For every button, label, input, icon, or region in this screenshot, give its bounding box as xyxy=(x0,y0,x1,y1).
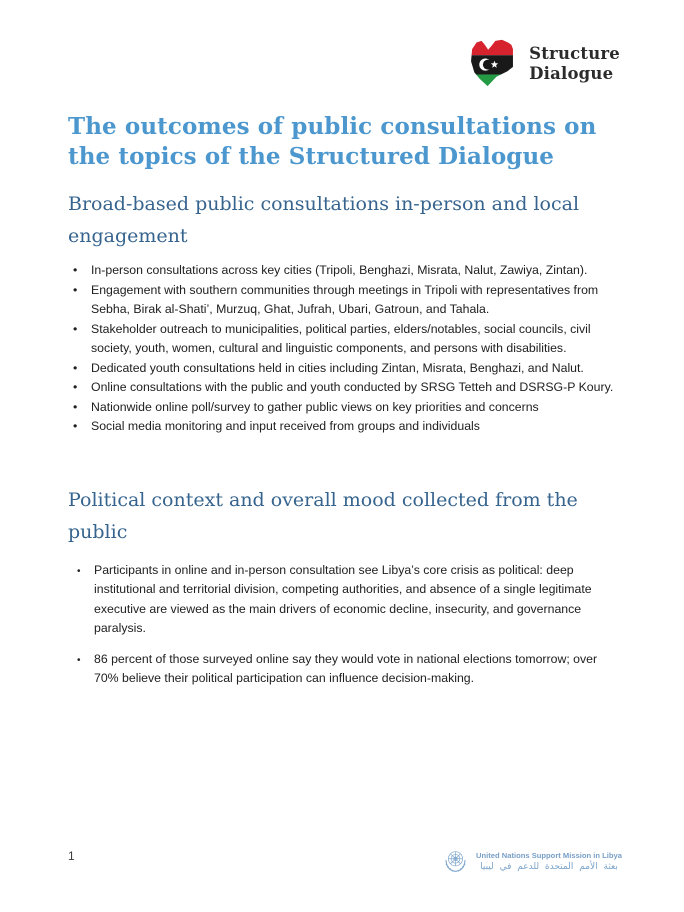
document-content xyxy=(68,112,618,700)
un-emblem-icon xyxy=(442,848,469,875)
logo-word-line2: Dialogue xyxy=(529,63,614,83)
list-item: • Stakeholder outreach to municipalities, political parties, elders/notables, social councils, civil society, youth, women, cultural and linguistic components, and persons with disabilities. xyxy=(68,320,618,359)
page-number: 1 xyxy=(68,849,75,863)
list-item: • In-person consultations across key cities (Tripoli, Benghazi, Misrata, Nalut, Zawiya, Zintan). xyxy=(68,261,618,281)
header-logo xyxy=(464,37,620,90)
page-title-line2: the topics of the Structured Dialogue xyxy=(68,143,555,170)
un-mission-text xyxy=(476,851,622,872)
list-item: • Engagement with southern communities through meetings in Tripoli with representatives from Sebha, Birak al-Shati’, Murzuq, Ghat, Jufrah, Ubari, Gatroun, and Tahala. xyxy=(68,281,618,320)
un-footer-logo xyxy=(442,848,622,875)
list-item: • Online consultations with the public and youth conducted by SRSG Tetteh and DSRSG-P Koury. xyxy=(68,378,618,398)
libya-flag-map-icon xyxy=(464,37,520,90)
un-mission-name-en: United Nations Support Mission in Libya xyxy=(476,851,622,860)
list-item: • Nationwide online poll/survey to gather public views on key priorities and concerns xyxy=(68,398,618,418)
bullet-list-political-context xyxy=(68,561,618,689)
logo-word-line1: Structure xyxy=(529,43,620,63)
un-mission-name-ar: بعثة الأمم المتحدة للدعم في ليبيا xyxy=(480,862,618,872)
page-title-line1: The outcomes of public consultations on xyxy=(68,113,597,140)
section-heading-consultations: Broad-based public consultations in-person and local engagement xyxy=(68,193,580,247)
page-title xyxy=(68,112,618,172)
logo-wordmark xyxy=(529,44,620,84)
list-item: • Social media monitoring and input received from groups and individuals xyxy=(68,417,618,437)
list-item: • 86 percent of those surveyed online say they would vote in national elections tomorrow; over 70% believe their political participation can influence decision-making. xyxy=(68,650,618,689)
bullet-list-consultations xyxy=(68,261,618,437)
section-heading-political-context: Political context and overall mood collected from the public xyxy=(68,488,578,543)
list-item: • Dedicated youth consultations held in cities including Zintan, Misrata, Benghazi, and Nalut. xyxy=(68,359,618,379)
list-item: • Participants in online and in-person consultation see Libya’s core crisis as political: deep institutional and territorial division, competing authorities, and absence of a single legitimate executive are viewed as the main drivers of economic decline, insecurity, and governance paralysis. xyxy=(68,561,618,639)
